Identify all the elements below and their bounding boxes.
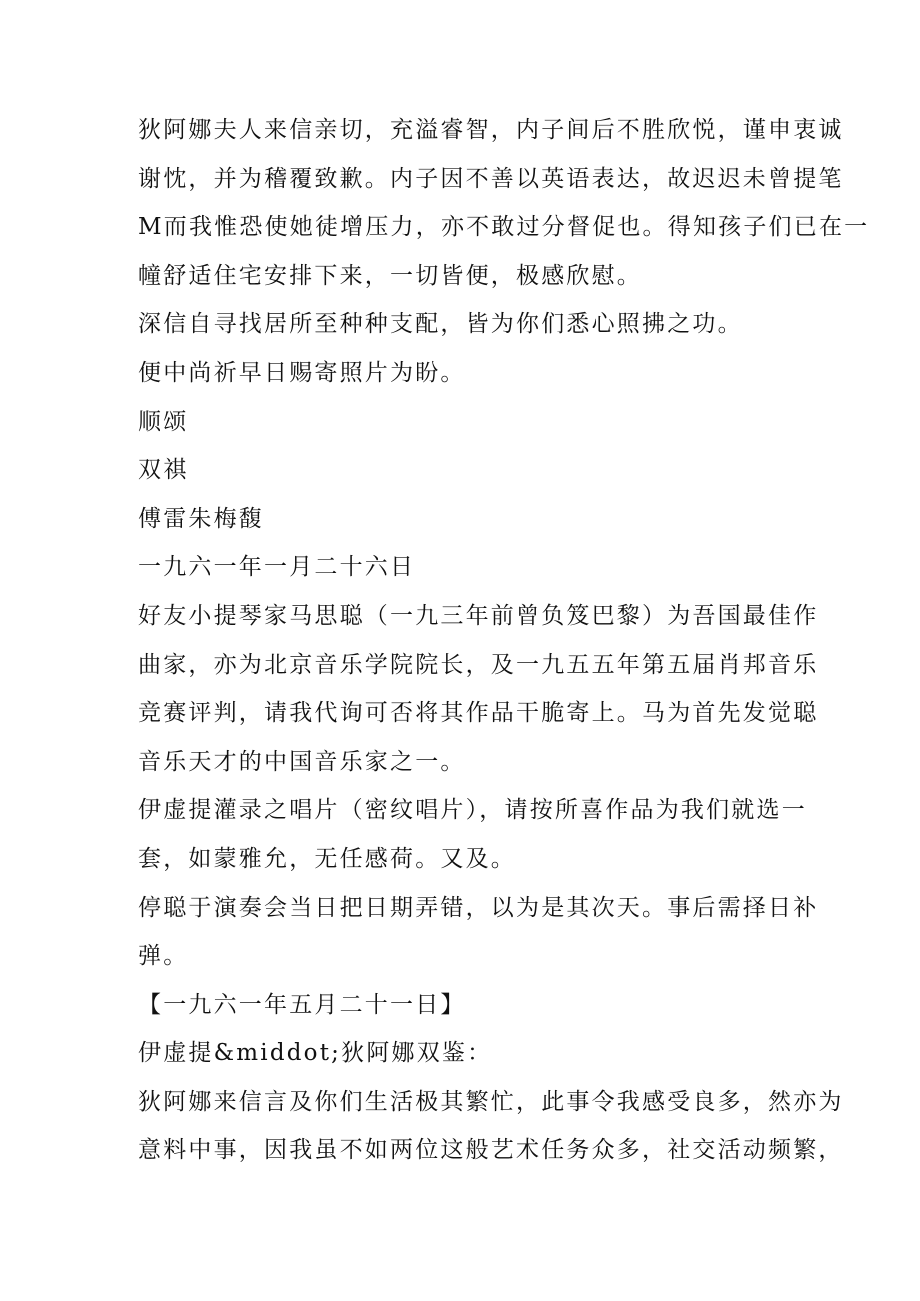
text-line: 谢忱，并为稽覆致歉。内子因不善以英语表达，故迟迟未曾提笔 [138, 165, 844, 192]
text-line: 意料中事，因我虽不如两位这般艺术任务众多，社交活动频繁， [138, 1137, 844, 1164]
text-line: 曲家，亦为北京音乐学院院长，及一九五五年第五届肖邦音乐 [138, 651, 819, 678]
text-line: 幢舒适住宅安排下来，一切皆便，极感欣慰。 [138, 262, 642, 289]
closing-blessing: 双祺 [138, 457, 189, 484]
text-line: 停聪于演奏会当日把日期弄错，以为是其次天。事后需择日补 [138, 894, 819, 921]
signature: 傅雷朱梅馥 [138, 505, 264, 532]
text-line: 伊虚提灌录之唱片（密纹唱片），请按所喜作品为我们就选一 [138, 797, 807, 824]
text-line: 好友小提琴家马思聪（一九三年前曾负笈巴黎）为吾国最佳作 [138, 602, 819, 629]
letter-body [138, 106, 870, 1175]
text-line: M而我惟恐使她徒增压力，亦不敢过分督促也。得知孩子们已在一 [138, 214, 870, 241]
letter-date: 一九六一年一月二十六日 [138, 554, 416, 581]
text-line: 狄阿娜夫人来信亲切，充溢睿智，内子间后不胜欣悦，谨申衷诚 [138, 117, 844, 143]
letter-greeting: 伊虚提&middot;狄阿娜双鉴： [138, 1040, 493, 1067]
text-line: 套，如蒙雅允，无任感荷。又及。 [138, 845, 516, 872]
section-date-heading: 【一九六一年五月二十一日】 [138, 991, 466, 1018]
text-line: 音乐天才的中国音乐家之一。 [138, 748, 466, 775]
text-line: 竞赛评判，请我代询可否将其作品干脆寄上。马为首先发觉聪 [138, 700, 819, 727]
text-line: 狄阿娜来信言及你们生活极其繁忙，此事令我感受良多，然亦为 [138, 1088, 844, 1115]
text-line: 深信自寻找居所至种种支配，皆为你们悉心照拂之功。 [138, 311, 743, 338]
closing-salutation: 顺颂 [138, 408, 189, 435]
text-line: 便中尚祈早日赐寄照片为盼。 [138, 359, 466, 386]
text-line: 弹。 [138, 943, 189, 970]
